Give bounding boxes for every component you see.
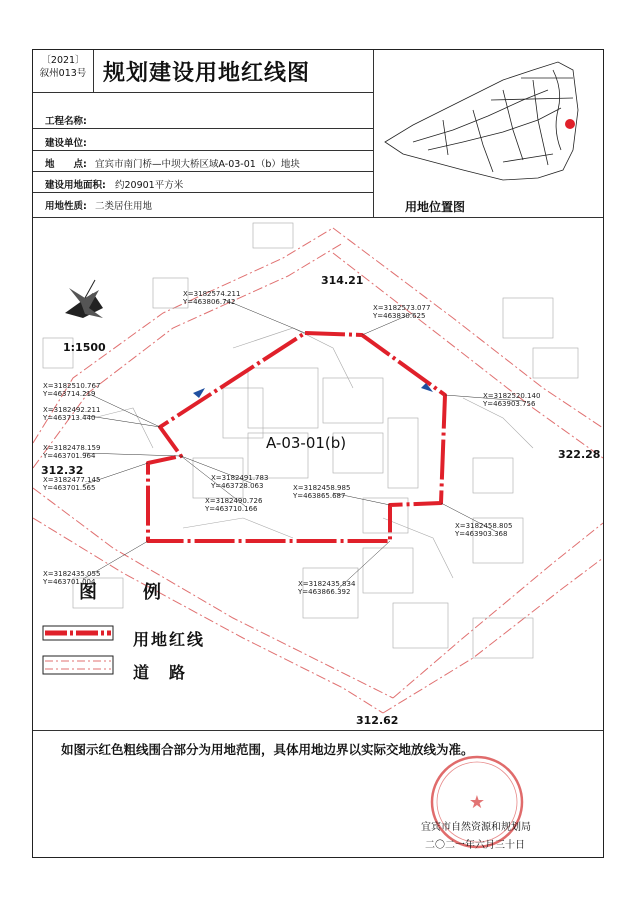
project-name-label: 工程名称:: [45, 116, 87, 127]
issue-date: 二〇二一年六月三十日: [425, 840, 525, 851]
map-bottom-line: [33, 730, 603, 731]
issuing-agency: 宜宾市自然资源和规划局: [421, 822, 531, 833]
area-value: 约20901平方米: [115, 180, 184, 191]
coordinate-x-label: X=3182435.834: [298, 580, 356, 588]
land-use-value: 二类居住用地: [95, 201, 153, 212]
legend-red-line-label: 用地红线: [133, 630, 206, 649]
coordinate-y-label: Y=463713.440: [43, 414, 96, 422]
coordinate-y-label: Y=463701.964: [43, 452, 96, 460]
road-elevation: 314.21: [321, 274, 364, 287]
coordinate-y-label: Y=463701.565: [43, 484, 96, 492]
road-direction-arrow: [193, 388, 205, 398]
builder-label: 建设单位:: [45, 138, 87, 149]
road-direction-arrow: [421, 383, 433, 392]
site-location-dot: [565, 119, 575, 129]
coordinate-x-label: X=3182520.140: [483, 392, 541, 400]
legend-road-label: 道 路: [133, 663, 188, 682]
document-year: 〔2021〕: [41, 55, 85, 66]
legend-icons: [41, 620, 121, 690]
area-label: 建设用地面积:: [45, 180, 106, 191]
document-code: 叙州013号: [39, 68, 87, 79]
coordinate-y-label: Y=463903.368: [455, 530, 508, 538]
coordinate-y-label: Y=463830.625: [373, 312, 426, 320]
coordinate-y-label: Y=463710.166: [205, 505, 258, 513]
coordinate-y-label: Y=463865.687: [293, 492, 346, 500]
page-title: 规划建设用地红线图: [103, 61, 311, 86]
footer-note: 如图示红色粗线围合部分为用地范围，具体用地边界以实际交地放线为准。: [61, 742, 474, 757]
road-elevation: 312.32: [41, 464, 84, 477]
coordinate-x-label: X=3182574.211: [183, 290, 241, 298]
legend-title: 图 例: [79, 582, 175, 603]
red-boundary-line-icon: [43, 626, 113, 640]
location-value: 宜宾市南门桥—中坝大桥区域A-03-01（b）地块: [95, 159, 300, 170]
coordinate-y-label: Y=463903.756: [483, 400, 536, 408]
coordinate-x-label: X=3182477.145: [43, 476, 101, 484]
coordinate-y-label: Y=463714.219: [43, 390, 96, 398]
coordinate-y-label: Y=463806.742: [183, 298, 236, 306]
coordinate-x-label: X=3182492.211: [43, 406, 101, 414]
coordinate-x-label: X=3182573.077: [373, 304, 431, 312]
location-map: [33, 50, 603, 220]
location-label: 地 点:: [45, 159, 87, 170]
svg-text:★: ★: [468, 792, 486, 813]
coordinate-x-label: X=3182491.783: [211, 474, 269, 482]
parcel-id: A-03-01(b): [266, 434, 347, 452]
drawing-frame: [32, 49, 604, 858]
coordinate-x-label: X=3182510.767: [43, 382, 101, 390]
coordinate-y-label: Y=463728.063: [211, 482, 264, 490]
location-map-caption: 用地位置图: [405, 200, 466, 214]
coordinate-x-label: X=3182435.055: [43, 570, 101, 578]
north-arrow-icon: [65, 280, 103, 318]
land-use-label: 用地性质:: [45, 201, 87, 212]
coordinate-x-label: X=3182490.726: [205, 497, 263, 505]
coordinate-x-label: X=3182478.159: [43, 444, 101, 452]
coordinate-x-label: X=3182458.985: [293, 484, 351, 492]
road-elevation: 312.62: [356, 714, 399, 727]
road-elevation: 322.28: [558, 448, 601, 461]
map-scale: 1:1500: [63, 341, 106, 354]
official-seal: [425, 750, 535, 850]
coordinate-y-label: Y=463701.004: [43, 578, 96, 586]
road-line-icon: [43, 656, 113, 674]
coordinate-y-label: Y=463866.392: [298, 588, 351, 596]
coordinate-x-label: X=3182458.805: [455, 522, 513, 530]
coordinate-leader-line: [83, 453, 181, 456]
